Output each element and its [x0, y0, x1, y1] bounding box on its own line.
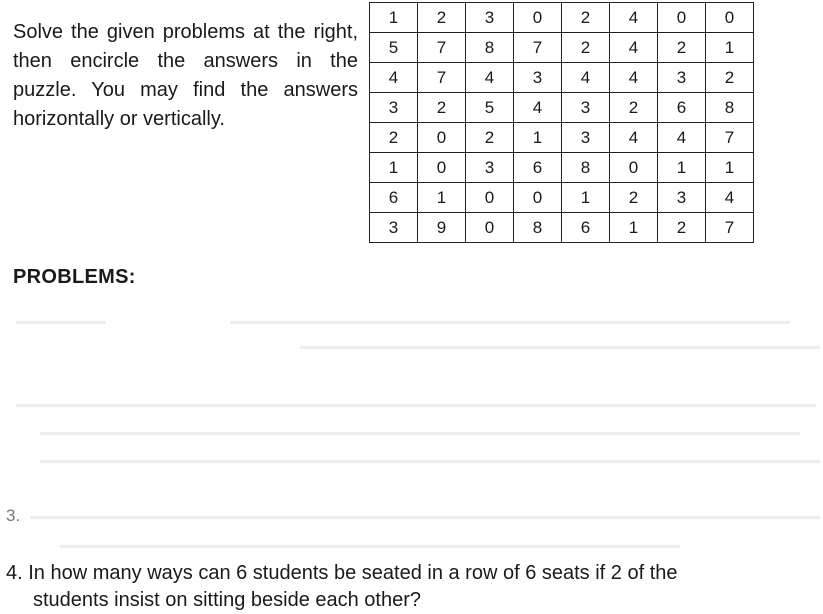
- puzzle-cell: 8: [514, 213, 562, 243]
- faded-text-line: [16, 321, 106, 324]
- puzzle-cell: 6: [514, 153, 562, 183]
- puzzle-cell: 2: [370, 123, 418, 153]
- puzzle-row: [370, 213, 754, 243]
- puzzle-cell: 0: [418, 153, 466, 183]
- instructions-text: Solve the given problems at the right, then encircle the answers in the puzzle. You may find the answers horizontally or vertically.: [13, 21, 358, 130]
- puzzle-cell: 2: [706, 63, 754, 93]
- puzzle-cell: 4: [610, 33, 658, 63]
- puzzle-cell: 4: [466, 63, 514, 93]
- problem-number-4: 4.: [6, 562, 23, 584]
- faded-text-line: [230, 321, 790, 324]
- puzzle-cell: 0: [466, 183, 514, 213]
- faded-text-line: [16, 404, 816, 407]
- puzzle-cell: 7: [418, 33, 466, 63]
- puzzle-cell: 7: [418, 63, 466, 93]
- puzzle-cell: 1: [418, 183, 466, 213]
- puzzle-cell: 3: [658, 183, 706, 213]
- puzzle-cell: 2: [418, 3, 466, 33]
- problem-4-text-line1: In how many ways can 6 students be seated in a row of 6 seats if 2 of the: [28, 562, 678, 584]
- puzzle-cell: 7: [706, 213, 754, 243]
- puzzle-cell: 4: [610, 63, 658, 93]
- puzzle-cell: 8: [562, 153, 610, 183]
- puzzle-cell: 0: [610, 153, 658, 183]
- puzzle-cell: 0: [658, 3, 706, 33]
- puzzle-cell: 3: [562, 123, 610, 153]
- puzzle-cell: 8: [706, 93, 754, 123]
- number-puzzle-grid: [369, 2, 754, 243]
- puzzle-cell: 3: [562, 93, 610, 123]
- puzzle-cell: 1: [706, 33, 754, 63]
- puzzle-cell: 2: [466, 123, 514, 153]
- puzzle-cell: 3: [658, 63, 706, 93]
- puzzle-row: [370, 183, 754, 213]
- faded-text-line: [60, 545, 680, 548]
- puzzle-row: [370, 3, 754, 33]
- faded-text-line: [300, 346, 820, 349]
- puzzle-row: [370, 153, 754, 183]
- puzzle-cell: 2: [610, 93, 658, 123]
- puzzle-cell: 3: [370, 93, 418, 123]
- puzzle-cell: 4: [610, 3, 658, 33]
- puzzle-cell: 4: [658, 123, 706, 153]
- puzzle-cell: 3: [466, 3, 514, 33]
- puzzle-cell: 0: [514, 183, 562, 213]
- puzzle-cell: 3: [514, 63, 562, 93]
- puzzle-cell: 4: [706, 183, 754, 213]
- puzzle-cell: 1: [562, 183, 610, 213]
- puzzle-cell: 7: [706, 123, 754, 153]
- puzzle-cell: 0: [466, 213, 514, 243]
- puzzle-cell: 4: [562, 63, 610, 93]
- puzzle-cell: 1: [658, 153, 706, 183]
- problems-heading: PROBLEMS:: [13, 266, 136, 288]
- puzzle-cell: 5: [466, 93, 514, 123]
- puzzle-cell: 3: [466, 153, 514, 183]
- puzzle-cell: 3: [370, 213, 418, 243]
- puzzle-cell: 8: [466, 33, 514, 63]
- puzzle-row: [370, 33, 754, 63]
- puzzle-cell: 4: [370, 63, 418, 93]
- problem-number-3: 3.: [6, 506, 21, 525]
- puzzle-cell: 0: [418, 123, 466, 153]
- puzzle-cell: 4: [610, 123, 658, 153]
- puzzle-cell: 2: [562, 3, 610, 33]
- puzzle-cell: 2: [658, 33, 706, 63]
- puzzle-row: [370, 63, 754, 93]
- problem-4-text-line2: students insist on sitting beside each other?: [33, 589, 422, 611]
- puzzle-cell: 0: [514, 3, 562, 33]
- puzzle-cell: 5: [370, 33, 418, 63]
- problem-4: [6, 560, 821, 614]
- puzzle-cell: 1: [514, 123, 562, 153]
- puzzle-cell: 2: [562, 33, 610, 63]
- puzzle-cell: 1: [370, 3, 418, 33]
- puzzle-row: [370, 123, 754, 153]
- puzzle-cell: 6: [370, 183, 418, 213]
- faded-text-line: [40, 460, 820, 463]
- faded-text-line: [40, 432, 800, 435]
- puzzle-cell: 2: [658, 213, 706, 243]
- puzzle-cell: 1: [610, 213, 658, 243]
- faded-text-line: [30, 516, 820, 519]
- puzzle-cell: 0: [706, 3, 754, 33]
- puzzle-cell: 6: [658, 93, 706, 123]
- puzzle-cell: 7: [514, 33, 562, 63]
- puzzle-cell: 1: [370, 153, 418, 183]
- puzzle-row: [370, 93, 754, 123]
- puzzle-cell: 2: [418, 93, 466, 123]
- puzzle-cell: 2: [610, 183, 658, 213]
- puzzle-cell: 4: [514, 93, 562, 123]
- puzzle-cell: 9: [418, 213, 466, 243]
- puzzle-cell: 1: [706, 153, 754, 183]
- puzzle-cell: 6: [562, 213, 610, 243]
